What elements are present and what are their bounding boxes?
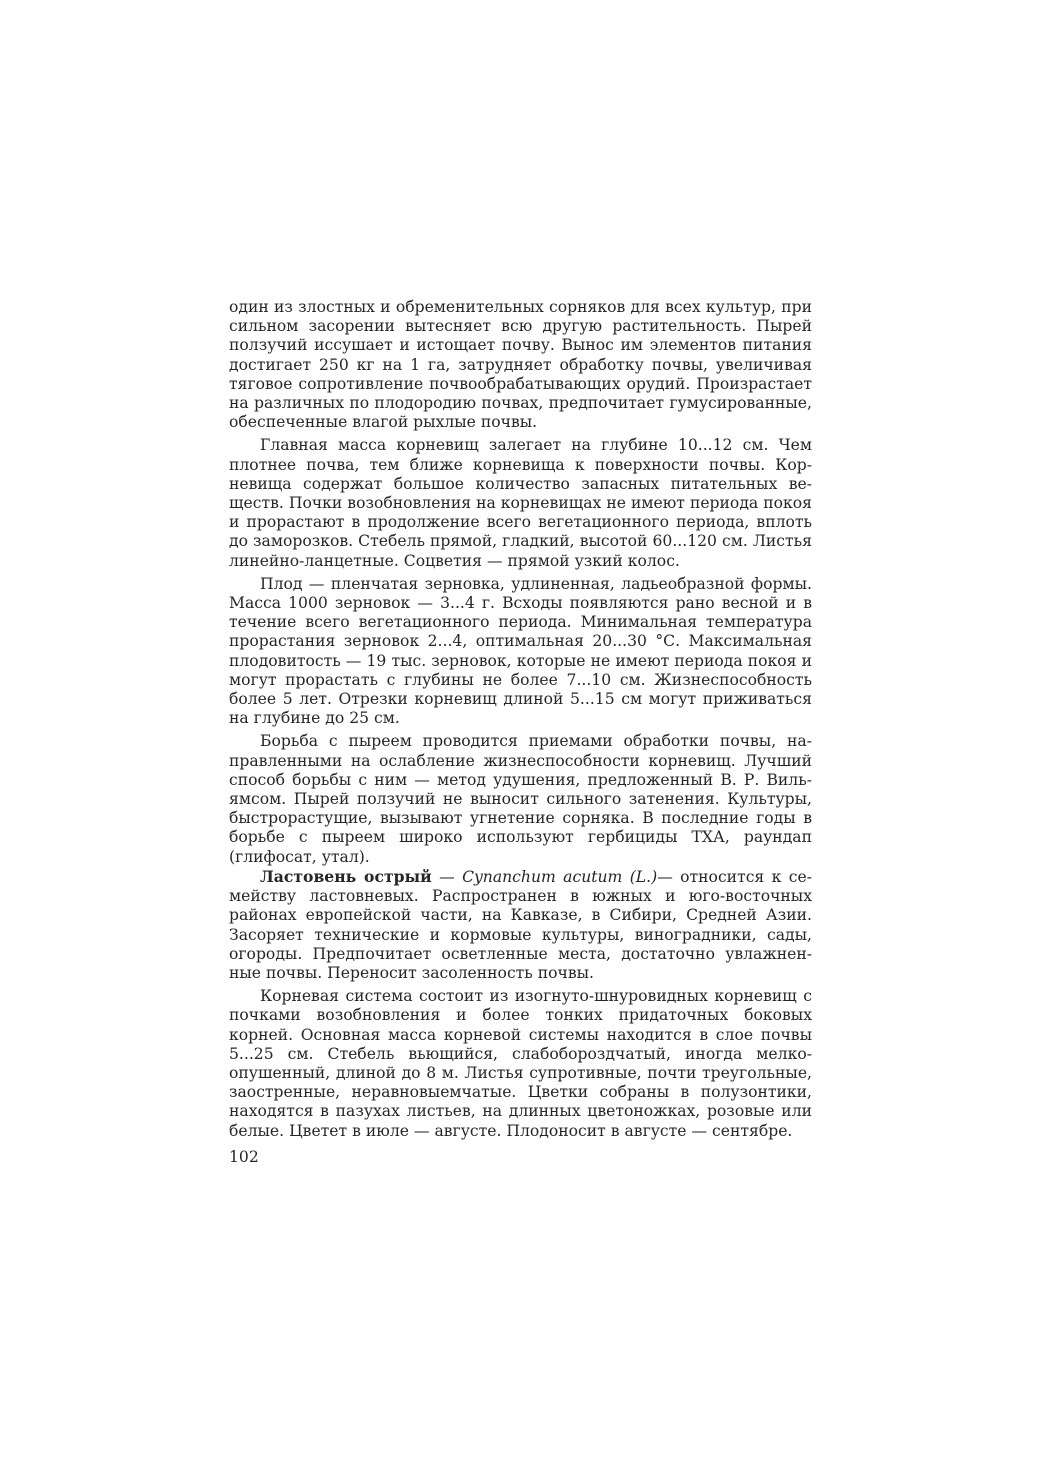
page-number: 102 — [229, 1148, 259, 1166]
paragraph-4: Борьба с пыреем проводится приемами обработки почвы, направленными на ослабление жизнеспособности корневищ. Лучший способ борьбы с ним — метод удушения, предложенный В. Р. Вильямсом. Пырей ползучий не выносит сильного затенения. Культуры, быстрорастущие, вызывают угнетение сорняка. В последние годы в борьбе с пыреем широко используют гербициды ТХА, раундап (глифосат, утал). — [229, 732, 812, 866]
body-text — [229, 298, 812, 1141]
species-description: — относится к семейству ластовневых. Распространен в южных и юго-восточных районах европейской части, на Кавказе, в Сибири, Средней Азии. Засоряет технические и кормовые культуры, виноградники, сады, огороды. Предпочитает осветленные места, достаточно увлажненные почвы. Переносит засоленность почвы. — [229, 867, 813, 982]
paragraph-roots: Корневая система состоит из изогнуто-шнуровидных корневищ с почками возобновления и более тонких придаточных боковых корней. Основная масса корневой системы находится в слое почвы 5...25 см. Стебель вьющийся, слабобороздчатый, иногда мелкоопушенный, длиной до 8 м. Листья супротивные, почти треугольные, заостренные, неравновыемчатые. Цветки собраны в полузонтики, находятся в пазухах листьев, на длинных цветоножках, розовые или белые. Цветет в июле — августе. Плодоносит в августе — сентябре. — [229, 987, 812, 1140]
species-latin-name: Cynanchum acutum (L.) — [462, 867, 658, 886]
species-name: Ластовень острый — [260, 866, 432, 886]
paragraph-1: один из злостных и обременительных сорняков для всех культур, при сильном засорении вытесняет всю другую растительность. Пырей ползучий иссушает и истощает почву. Вынос им элементов питания достигает 250 кг на 1 га, затрудняет обработку почвы, увеличивая тяговое сопротивление почвообрабатывающих орудий. Произрастает на различных по плодородию почвах, предпочитает гумусированные, обеспеченные влагой рыхлые почвы. — [229, 298, 812, 432]
paragraph-3: Плод — пленчатая зерновка, удлиненная, ладьеобразной формы. Масса 1000 зерновок — 3...4 г. Всходы появляются рано весной и в течение всего вегетационного периода. Минимальная температура прорастания зерновок 2...4, оптимальная 20...30 °С. Максимальная плодовитость — 19 тыс. зерновок, которые не имеют периода покоя и могут прорастать с глубины не более 7...10 см. Жизнеспособность более 5 лет. Отрезки корневищ длиной 5...15 см могут приживаться на глубине до 25 см. — [229, 574, 812, 728]
paragraph-2: Главная масса корневищ залегает на глубине 10...12 см. Чем плотнее почва, тем ближе корневища к поверхности почвы. Корневища содержат большое количество запасных питательных веществ. Почки возобновления на корневищах не имеют периода покоя и прорастают в продолжение всего вегетационного периода, вплоть до заморозков. Стебель прямой, гладкий, высотой 60...120 см. Листья линейно-ланцетные. Соцветия — прямой узкий колос. — [229, 436, 812, 570]
paragraph-species — [229, 867, 812, 983]
species-dash: — — [431, 867, 463, 886]
